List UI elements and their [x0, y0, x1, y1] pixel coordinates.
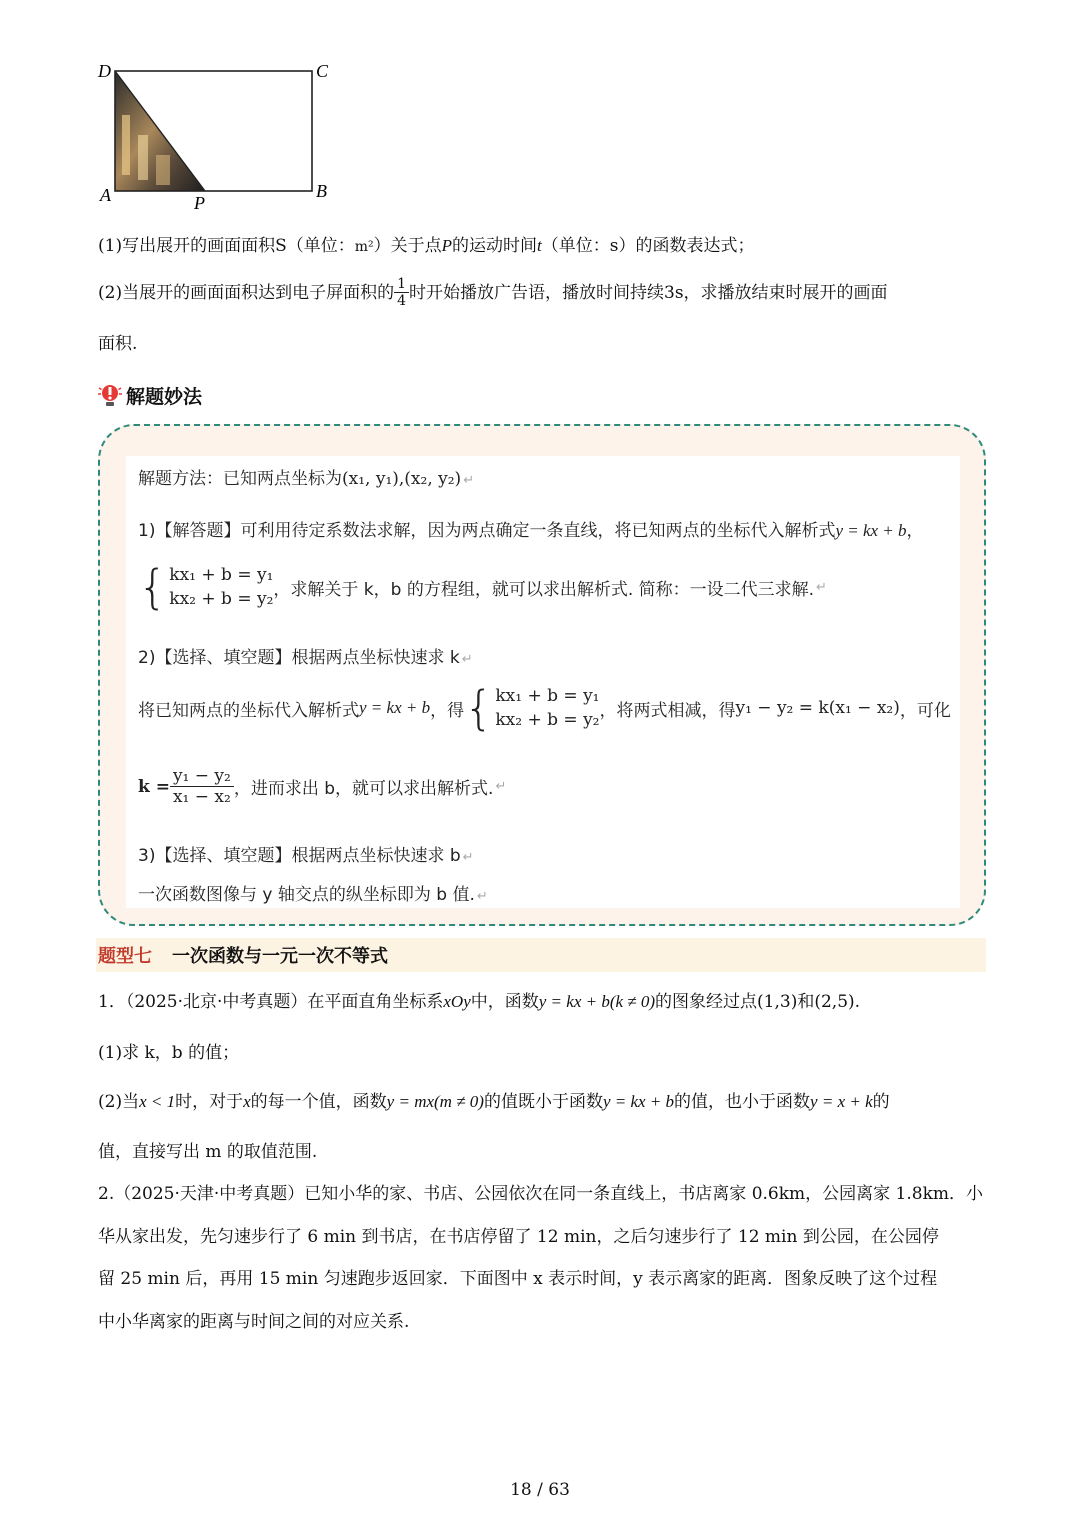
q1-text-b: ）关于点: [373, 236, 442, 256]
label-a: A: [100, 185, 111, 205]
q1-time-var: t: [537, 236, 542, 255]
section-label: 题型七: [98, 946, 152, 967]
equation-system-1: { kx₁ + b = y₁ kx₂ + b = y₂: [138, 560, 274, 614]
label-b: B: [316, 181, 327, 201]
q1-point: P: [441, 236, 453, 255]
q1-area-var: S: [275, 236, 287, 256]
question-part-2-cont: 面积.: [98, 334, 138, 354]
solution-title: 解题妙法: [126, 385, 203, 408]
solution-header: [98, 380, 202, 410]
question-part-2: [98, 276, 888, 309]
q1-text-c: 的运动时间: [452, 236, 538, 256]
question-part-1: [98, 234, 755, 259]
label-p: P: [194, 193, 205, 213]
idea-icon: [98, 382, 122, 408]
method-line-8: 一次函数图像与 y 轴交点的纵坐标即为 b 值. ↵: [138, 885, 488, 905]
rectangle-figure: [90, 55, 350, 215]
q1-text-a: (1)写出展开的画面面积: [98, 236, 276, 256]
problem-2-line-2: 华从家出发，先匀速步行了 6 min 到书店，在书店停留了 12 min，之后匀速步行了 12 min 到公园，在公园停: [98, 1227, 939, 1247]
page-number: [0, 1480, 1080, 1500]
problem-2-line-4: 中小华离家的距离与时间之间的对应关系.: [98, 1312, 410, 1332]
q1-text-d: （单位：s）的函数表达式；: [541, 236, 755, 256]
problem-1-part-2: (2)当x < 1时，对于x的每一个值，函数y = mx(m ≠ 0)的值既小于函数y = kx + b的值，也小于函数y = x + k的: [98, 1092, 890, 1112]
problem-2-line-3: 留 25 min 后，再用 15 min 匀速跑步返回家．下面图中 x 表示时间，y 表示离家的距离．图象反映了这个过程: [98, 1269, 938, 1289]
method-line-2: 1)【解答题】可利用待定系数法求解，因为两点确定一条直线，将已知两点的坐标代入解析式y = kx + b，: [138, 521, 924, 541]
q1-unit-area: m²: [354, 239, 374, 255]
method-line-7: 3)【选择、填空题】根据两点坐标快速求 b ↵: [138, 846, 474, 866]
page-separator: /: [537, 1480, 543, 1500]
total-pages: 63: [548, 1480, 570, 1500]
section-title: 一次函数与一元一次不等式: [172, 946, 388, 967]
q2-fraction: $\frac{1}{4}$: [394, 276, 409, 309]
q2-text-a: (2)当展开的画面面积达到电子屏面积的: [98, 282, 395, 303]
current-page: 18: [510, 1480, 532, 1500]
method-line-1: 解题方法：已知两点坐标为(x₁, y₁),(x₂, y₂) ↵: [138, 469, 475, 489]
problem-2-line-1: 2.（2025·天津·中考真题）已知小华的家、书店、公园依次在同一条直线上，书店离家 0.6km，公园离家 1.8km．小: [98, 1184, 984, 1204]
k-fraction: $\frac{\text{y₁ − y₂}}{\text{x₁ − x₂}}$: [170, 766, 234, 807]
rectangle-diagram: [90, 55, 350, 215]
label-c: C: [316, 61, 329, 81]
q2-text-b: 时开始播放广告语，播放时间持续3s，求播放结束时展开的画面: [409, 282, 888, 303]
problem-1-part-1: (1)求 k，b 的值；: [98, 1043, 240, 1063]
problem-1-intro: 1．（2025·北京·中考真题）在平面直角坐标系xOy中，函数y = kx + b(k ≠ 0)的图象经过点(1,3)和(2,5).: [98, 992, 861, 1012]
equation-system-2: { kx₁ + b = y₁ kx₂ + b = y₂: [464, 684, 600, 732]
q1-unit-open: （单位：: [286, 236, 355, 256]
problem-1-part-2-cont: 值，直接写出 m 的取值范围.: [98, 1142, 318, 1162]
method-line-4: 2)【选择、填空题】根据两点坐标快速求 k ↵: [138, 648, 473, 668]
method-line-3: { kx₁ + b = y₁ kx₂ + b = y₂ ，求解关于 k，b 的方程组，就可以求出解析式. 简称：一设二代三求解. ↵: [138, 560, 827, 614]
label-d: D: [98, 61, 111, 81]
method-line-5: 将已知两点的坐标代入解析式 y = kx + b ，得 { kx₁ + b = y₁ kx₂ + b = y₂ ，将两式相减，得 y₁ − y₂ = k(x₁ − x₂) ，可化: [138, 684, 951, 732]
method-line-6: k = $\frac{\text{y₁ − y₂}}{\text{x₁ − x₂}}$ ，进而求出 b，就可以求出解析式. ↵: [138, 766, 507, 807]
